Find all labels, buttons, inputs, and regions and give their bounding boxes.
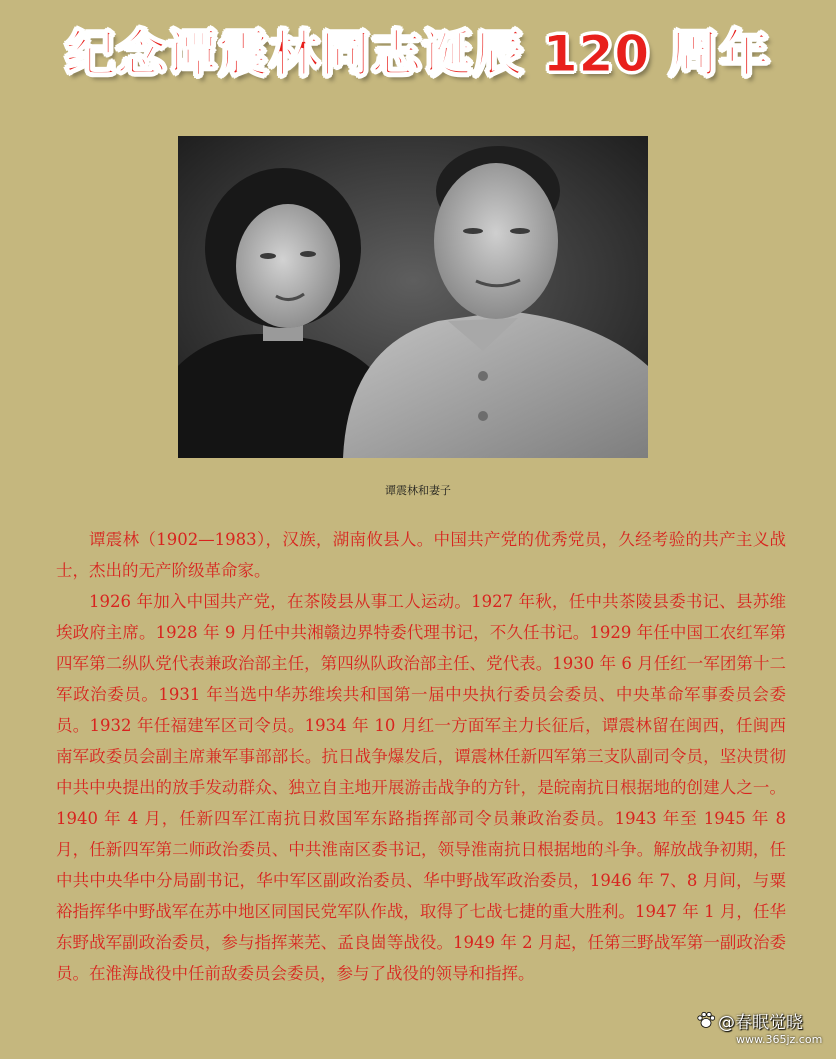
biography-paragraph-career: 1926 年加入中国共产党，在茶陵县从事工人运动。1927 年秋，任中共茶陵县委书记、县苏维埃政府主席。1928 年 9 月任中共湘赣边界特委代理书记，不久任书记。1929 年任中国工农红军第四军第二纵队党代表兼政治部主任，第四纵队政治部主任、党代表。1930 年 6 月任红一军团第十二军政治委员。1931 年当选中华苏维埃共和国第一届中央执行委员会委员、中央革命军事委员会委员。1932 年任福建军区司令员。1934 年 10 月红一方面军主力长征后，谭震林留在闽西，任闽西南军政委员会副主席兼军事部部长。抗日战争爆发后，谭震林任新四军第三支队副司令员，坚决贯彻中共中央提出的放手发动群众、独立自主地开展游击战争的方针，是皖南抗日根据地的创建人之一。1940 年 4 月，任新四军江南抗日救国军东路指挥部司令员兼政治委员。1943 年至 1945 年 8 月，任新四军第二师政治委员、中共淮南区委书记，领导淮南抗日根据地的斗争。解放战争初期，任中共中央华中分局副书记，华中军区副政治委员、华中野战军政治委员，1946 年 7、8 月间，与粟裕指挥华中野战军在苏中地区同国民党军队作战，取得了七战七捷的重大胜利。1947 年 1 月，任华东野战军副政治委员，参与指挥莱芜、孟良崮等战役。1949 年 2 月起，任第三野战军第一副政治委员。在淮海战役中任前敌委员会委员，参与了战役的领导和指挥。 (56, 592, 786, 983)
watermark-name: @春眠觉晓 (718, 1013, 803, 1033)
couple-photo (178, 136, 648, 458)
page-title: 纪念谭震林同志诞辰 120 周年 (65, 25, 771, 83)
biography-paragraph-intro: 谭震林（1902—1983），汉族，湖南攸县人。中国共产党的优秀党员，久经考验的共产主义战士，杰出的无产阶级革命家。 (56, 530, 786, 580)
paw-icon (696, 1011, 716, 1029)
watermark (696, 1007, 824, 1051)
watermark-url: www.365jz.com (736, 1033, 823, 1046)
photo-caption: 谭震林和妻子 (385, 484, 451, 497)
biography-text (56, 524, 786, 989)
